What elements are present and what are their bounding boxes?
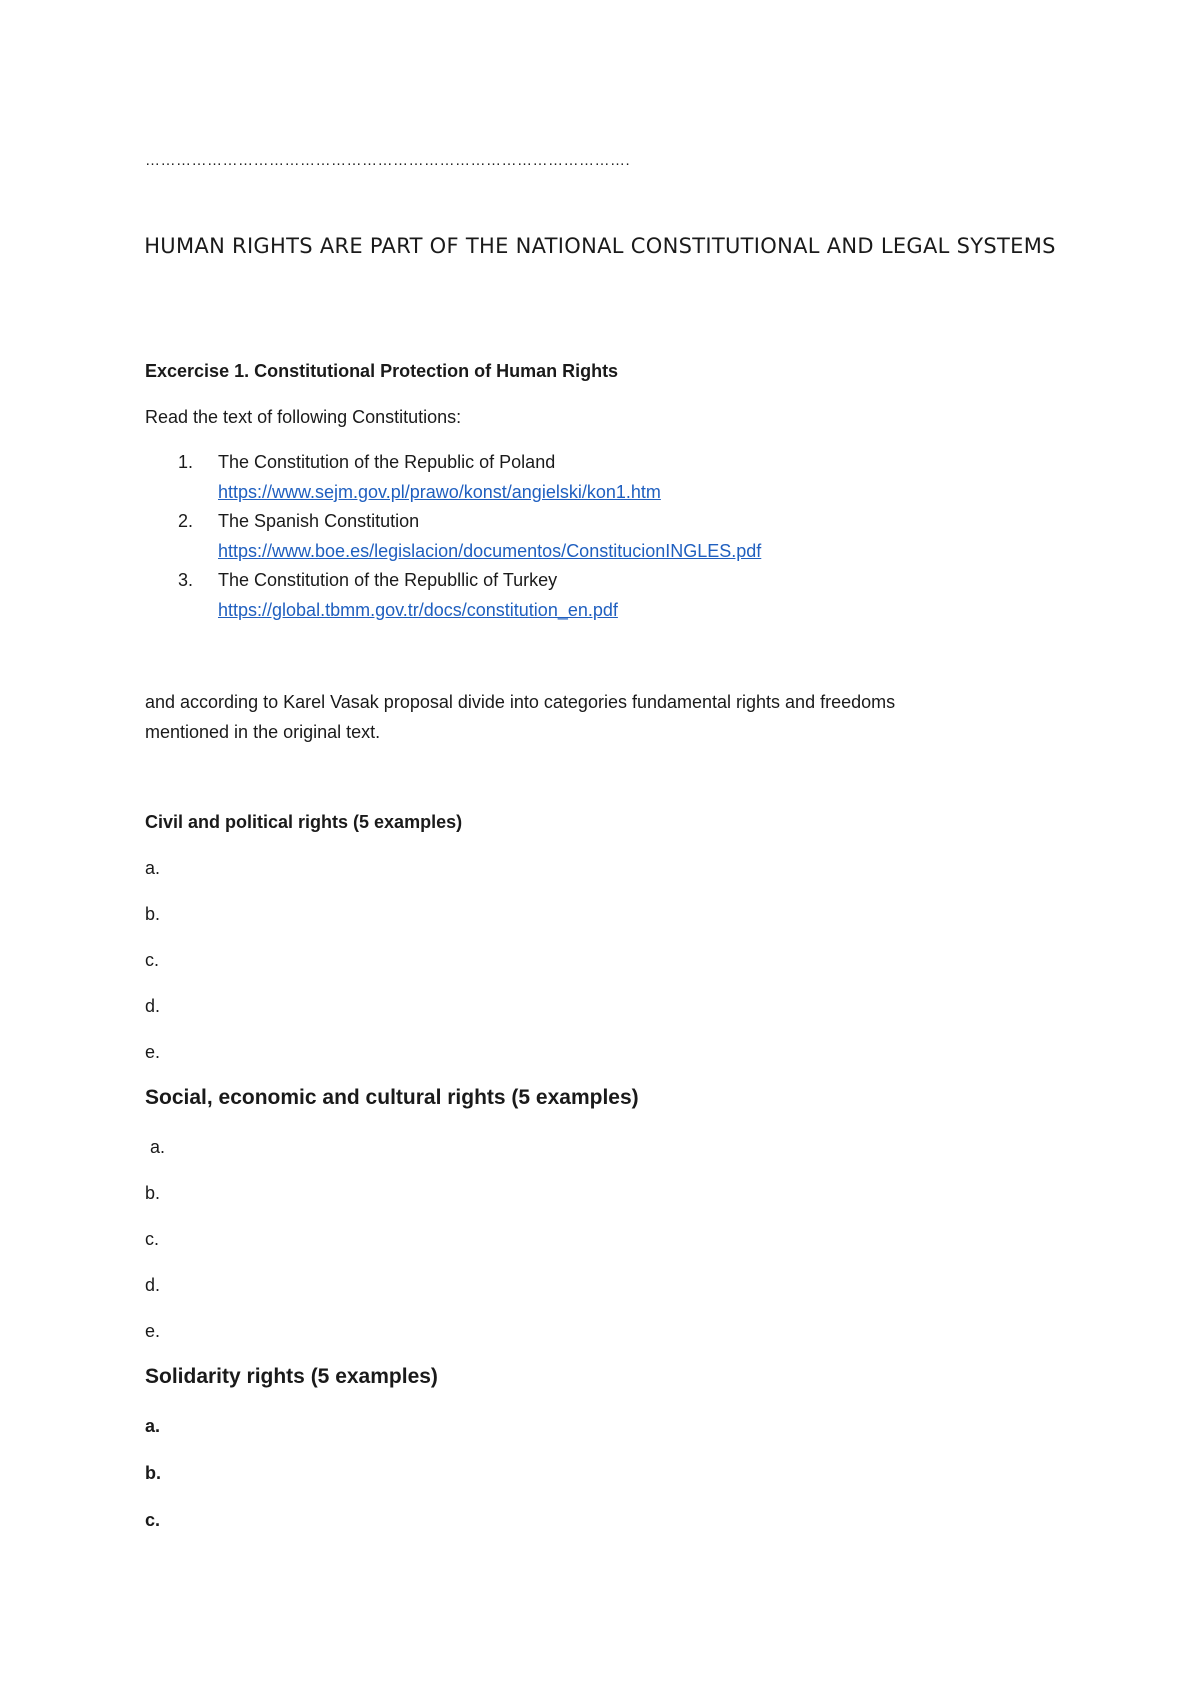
intro-text: Read the text of following Constitutions:: [145, 407, 462, 427]
answer-item: c.: [145, 1229, 160, 1249]
answer-item: c.: [145, 950, 160, 970]
answer-item: e.: [145, 1042, 161, 1062]
answer-item: d.: [145, 1275, 161, 1295]
answer-item: e.: [145, 1321, 161, 1341]
list-number: 3.: [178, 570, 194, 590]
document-title: HUMAN RIGHTS ARE PART OF THE NATIONAL CONSTITUTIONAL AND LEGAL SYSTEMS: [144, 234, 1056, 258]
answer-item: b.: [145, 904, 161, 924]
constitution-name: The Constitution of the Republlic of Turkey: [218, 570, 558, 590]
instruction-text-line-1: and according to Karel Vasak proposal divide into categories fundamental rights and freedoms: [145, 692, 896, 712]
answer-item: d.: [145, 996, 161, 1016]
constitution-link[interactable]: https://www.boe.es/legislacion/documentos/ConstitucionINGLES.pdf: [218, 541, 762, 561]
answer-item: b.: [145, 1183, 161, 1203]
list-number: 2.: [178, 511, 194, 531]
exercise-heading: Excercise 1. Constitutional Protection of Human Rights: [145, 361, 619, 381]
answer-item: a.: [145, 1416, 161, 1436]
answer-item: b.: [145, 1463, 161, 1483]
constitution-name: The Spanish Constitution: [218, 511, 420, 531]
answer-item: a.: [145, 1137, 166, 1157]
list-number: 1.: [178, 452, 194, 472]
constitution-link[interactable]: https://global.tbmm.gov.tr/docs/constitution_en.pdf: [218, 600, 618, 620]
answer-item: c.: [145, 1510, 161, 1530]
constitution-name: The Constitution of the Republic of Poland: [218, 452, 556, 472]
section-heading-solidarity: Solidarity rights (5 examples): [145, 1365, 438, 1388]
section-heading-social: Social, economic and cultural rights (5 examples): [145, 1086, 639, 1109]
constitution-link[interactable]: https://www.sejm.gov.pl/prawo/konst/angielski/kon1.htm: [218, 482, 661, 502]
section-heading-civil: Civil and political rights (5 examples): [145, 812, 463, 832]
name-blank-line: ………………………………………………………………………………….: [145, 152, 631, 169]
answer-item: a.: [145, 858, 161, 878]
instruction-text-line-2: mentioned in the original text.: [145, 722, 381, 742]
